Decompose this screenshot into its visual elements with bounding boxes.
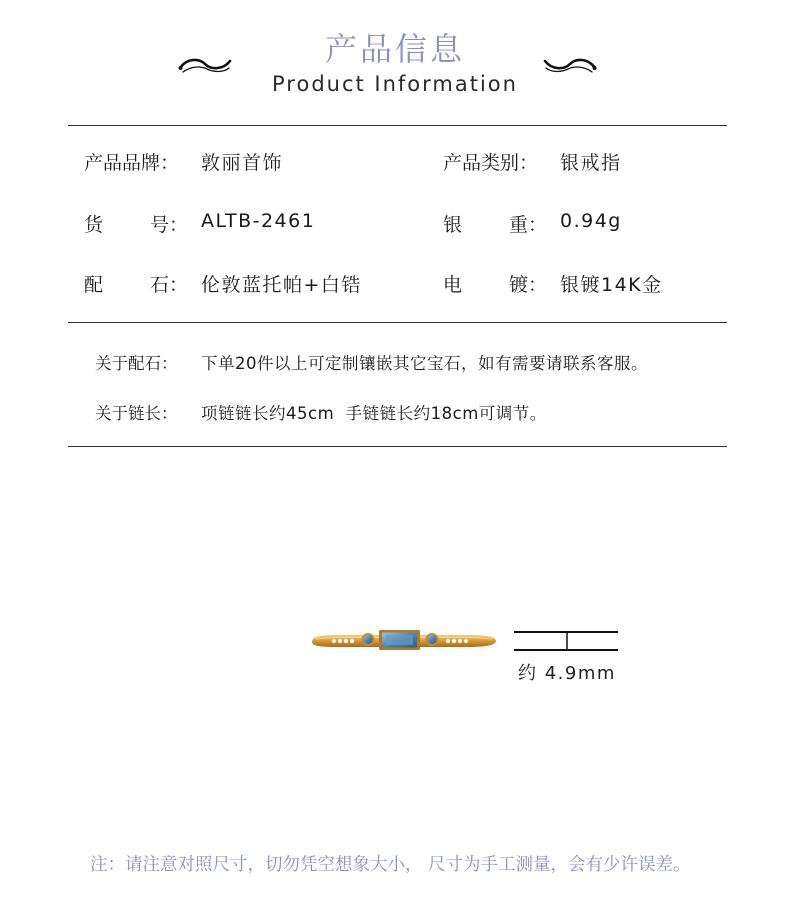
note-chain-length <box>95 400 547 424</box>
spec-value: 银镀14K金 <box>560 274 663 296</box>
divider-middle <box>68 322 727 323</box>
width-measure-icon <box>512 629 620 653</box>
gold-ring-with-blue-topaz-icon <box>308 624 498 656</box>
spec-value: 敦丽首饰 <box>201 152 284 174</box>
spec-value: 伦敦蓝托帕+白锆 <box>201 274 362 296</box>
spec-label: 配 石： <box>84 274 188 296</box>
note-label: 关于链长： <box>95 404 178 423</box>
note-stones <box>95 350 648 374</box>
divider-bottom <box>68 446 727 447</box>
note-label: 关于配石： <box>95 354 178 373</box>
spec-label: 银 重： <box>443 214 547 236</box>
spec-value: 0.94g <box>560 210 622 232</box>
spec-label: 产品品牌： <box>84 152 180 174</box>
spec-value: 银戒指 <box>560 152 622 174</box>
note-value: 下单20件以上可定制镶嵌其它宝石，如有需要请联系客服。 <box>201 354 648 373</box>
swirl-ornament-icon <box>542 52 598 78</box>
divider-top <box>68 125 727 126</box>
size-disclaimer: 注：请注意对照尺寸，切勿凭空想象大小， 尺寸为手工测量，会有少许误差。 <box>90 855 691 875</box>
ring-width-label: 约 4.9mm <box>518 663 616 684</box>
spec-value: ALTB-2461 <box>201 210 316 232</box>
spec-label: 货 号： <box>84 214 188 236</box>
note-value: 项链链长约45cm 手链链长约18cm可调节。 <box>201 404 547 423</box>
page-title-cn: 产品信息 <box>324 30 465 68</box>
spec-label: 电 镀： <box>443 274 547 296</box>
spec-label: 产品类别： <box>443 152 539 174</box>
page-title-en: Product Information <box>272 72 518 96</box>
